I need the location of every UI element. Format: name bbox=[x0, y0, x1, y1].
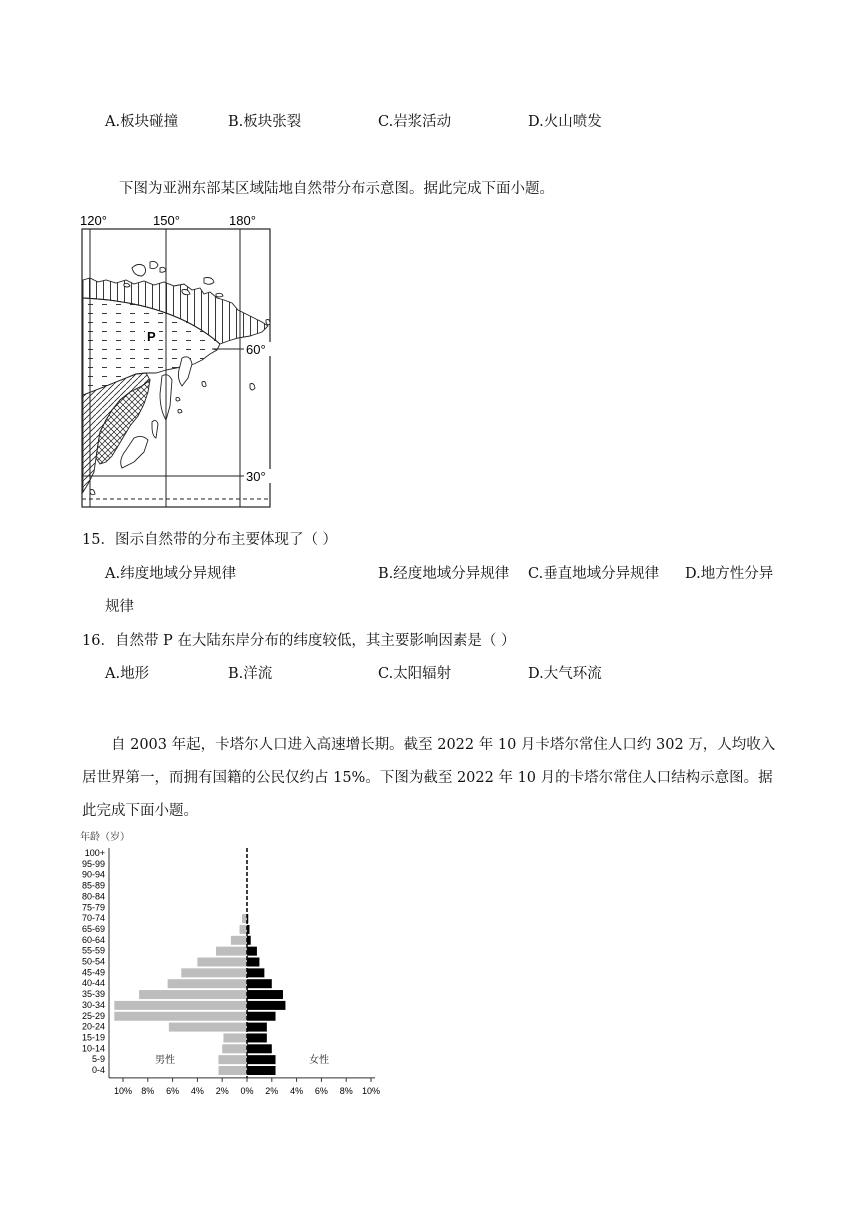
male-bar bbox=[218, 1066, 247, 1075]
male-bar bbox=[223, 1033, 247, 1042]
female-bar bbox=[247, 1044, 272, 1053]
x-tick-label: 8% bbox=[141, 1085, 155, 1096]
age-label: 95-99 bbox=[81, 858, 105, 869]
age-label: 30-34 bbox=[81, 999, 105, 1010]
age-label: 5-9 bbox=[91, 1054, 105, 1065]
lon-label-180: 180° bbox=[229, 213, 256, 228]
age-label: 0-4 bbox=[91, 1065, 105, 1075]
q16-stem: 16．自然带 P 在大陆东岸分布的纬度较低，其主要影响因素是（ ） bbox=[82, 633, 516, 649]
age-label: 100+ bbox=[84, 848, 105, 858]
female-bar bbox=[247, 958, 259, 967]
male-bar bbox=[168, 979, 247, 988]
q15-option-d-wrap: 规律 bbox=[105, 599, 134, 615]
age-label: 10-14 bbox=[81, 1043, 105, 1054]
female-bar bbox=[247, 968, 264, 977]
female-bar bbox=[247, 1012, 276, 1021]
x-tick-label: 4% bbox=[290, 1085, 304, 1096]
population-pyramid bbox=[75, 826, 385, 1096]
q14-option-b[interactable]: B.板块张裂 bbox=[228, 114, 302, 130]
age-label: 65-69 bbox=[81, 923, 105, 934]
q15-option-a[interactable]: A.纬度地域分异规律 bbox=[105, 566, 237, 582]
female-bar bbox=[247, 979, 272, 988]
age-label: 55-59 bbox=[81, 945, 105, 956]
age-label: 15-19 bbox=[81, 1032, 105, 1043]
q14-option-d[interactable]: D.火山喷发 bbox=[528, 114, 602, 130]
age-label: 50-54 bbox=[81, 956, 105, 967]
lon-label-120: 120° bbox=[80, 213, 107, 228]
age-label: 45-49 bbox=[81, 967, 105, 978]
male-bar bbox=[240, 925, 247, 934]
x-tick-label: 10% bbox=[361, 1085, 381, 1096]
male-bar bbox=[197, 958, 247, 967]
age-label: 90-94 bbox=[81, 869, 105, 880]
male-bar bbox=[222, 1044, 247, 1053]
lon-label-150: 150° bbox=[153, 213, 180, 228]
age-label: 85-89 bbox=[81, 880, 105, 891]
q14-option-a[interactable]: A.板块碰撞 bbox=[105, 114, 179, 130]
q16-option-b[interactable]: B.洋流 bbox=[228, 666, 273, 682]
age-label: 80-84 bbox=[81, 891, 105, 902]
male-bar bbox=[114, 1001, 247, 1010]
x-tick-label: 10% bbox=[113, 1085, 133, 1096]
female-bar bbox=[247, 1033, 267, 1042]
female-bar bbox=[247, 1001, 285, 1010]
legend-male: 男性 bbox=[155, 1055, 175, 1067]
female-bar bbox=[247, 1055, 276, 1064]
age-label: 70-74 bbox=[81, 913, 105, 924]
age-label: 60-64 bbox=[81, 934, 105, 945]
q15-option-d[interactable]: D.地方性分异 bbox=[685, 566, 774, 582]
male-bar bbox=[231, 936, 247, 945]
female-bar bbox=[247, 1023, 267, 1032]
q16-option-d[interactable]: D.大气环流 bbox=[528, 666, 602, 682]
x-tick-label: 4% bbox=[190, 1085, 204, 1096]
qatar-intro: 自 2003 年起，卡塔尔人口进入高速增长期。截至 2022 年 10 月卡塔尔常住人口约 302 万，人均收入居世界第一，而拥有国籍的公民仅约占 15%。下图为截至 2022 年 10 月的卡塔尔常住人口结构示意图。据此完成下面小题。 bbox=[82, 737, 776, 819]
male-bar bbox=[139, 990, 247, 999]
age-label: 25-29 bbox=[81, 1010, 105, 1021]
q15-option-c[interactable]: C.垂直地域分异规律 bbox=[528, 566, 660, 582]
q15-option-b[interactable]: B.经度地域分异规律 bbox=[378, 566, 510, 582]
x-tick-label: 2% bbox=[265, 1085, 279, 1096]
male-bar bbox=[114, 1012, 247, 1021]
male-bar bbox=[181, 968, 247, 977]
female-bar bbox=[247, 1066, 276, 1075]
q14-option-c[interactable]: C.岩浆活动 bbox=[378, 114, 452, 130]
zone-p-label: P bbox=[147, 329, 156, 344]
q15-stem: 15．图示自然带的分布主要体现了（ ） bbox=[82, 532, 338, 548]
male-bar bbox=[218, 1055, 247, 1064]
lat-label-30: 30° bbox=[246, 469, 266, 484]
age-label: 40-44 bbox=[81, 978, 105, 989]
q16-option-c[interactable]: C.太阳辐射 bbox=[378, 666, 452, 682]
age-label: 75-79 bbox=[81, 902, 105, 913]
lat-label-60: 60° bbox=[246, 342, 266, 357]
female-bar bbox=[247, 947, 257, 956]
male-bar bbox=[169, 1023, 247, 1032]
natural-zone-map bbox=[72, 210, 282, 510]
x-tick-label: 6% bbox=[314, 1085, 328, 1096]
age-label: 20-24 bbox=[81, 1021, 105, 1032]
age-label: 35-39 bbox=[81, 989, 105, 1000]
x-tick-label: 0% bbox=[240, 1085, 254, 1096]
female-bar bbox=[247, 990, 283, 999]
map-intro: 下图为亚洲东部某区域陆地自然带分布示意图。据此完成下面小题。 bbox=[119, 181, 554, 197]
x-tick-label: 2% bbox=[215, 1085, 229, 1096]
pyramid-ylabel: 年龄（岁） bbox=[80, 832, 130, 843]
legend-female: 女性 bbox=[309, 1055, 329, 1067]
q16-option-a[interactable]: A.地形 bbox=[105, 666, 150, 682]
x-tick-label: 8% bbox=[339, 1085, 353, 1096]
male-bar bbox=[216, 947, 247, 956]
x-tick-label: 6% bbox=[166, 1085, 180, 1096]
